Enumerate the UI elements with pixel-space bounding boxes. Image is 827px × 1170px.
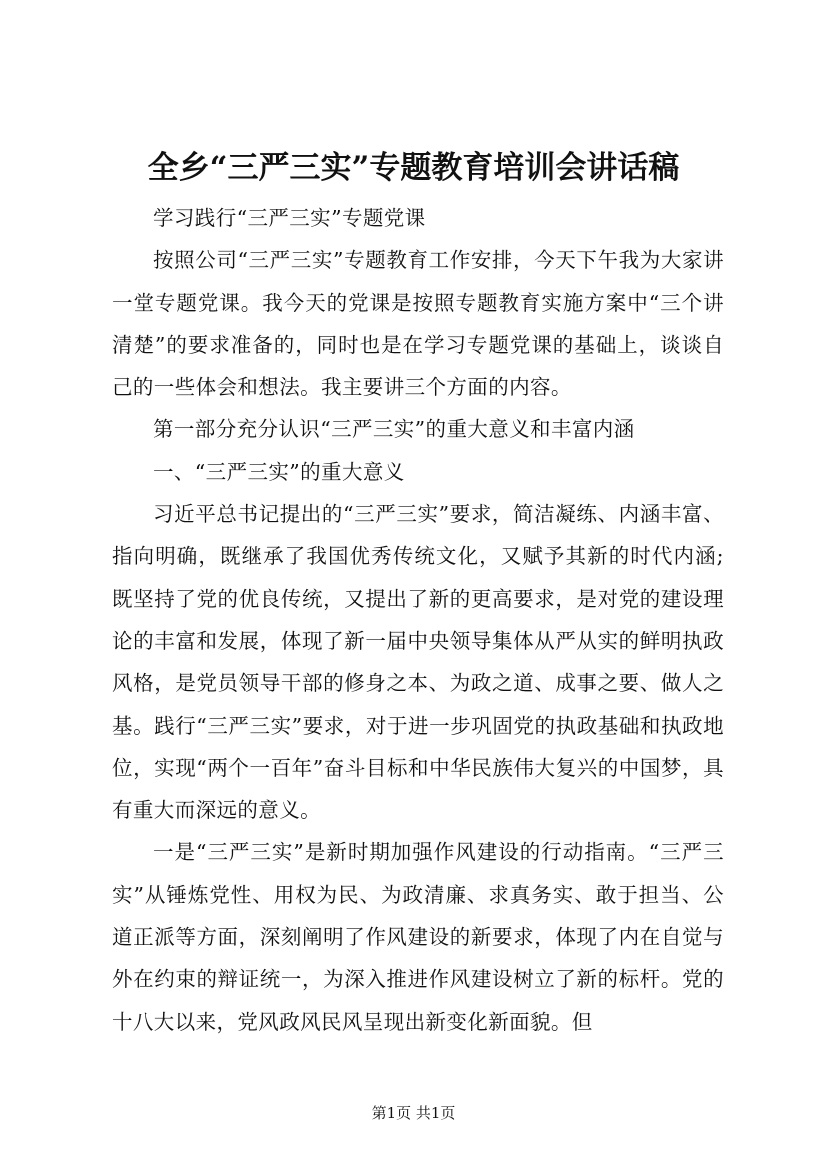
paragraph-part-one-heading: 第一部分充分认识“三严三实”的重大意义和丰富内涵 [153,417,635,442]
page-footer: 第1页 共1页 [371,1104,456,1122]
paragraph-intro: 按照公司“三严三实”专题教育工作安排，今天下午我为大家讲一堂专题党课。我今天的党课是按照专题教育实施方案中“三个讲清楚”的要求准备的，同时也是在学习专题党课的基础上，谈谈自己的一些体会和想法。我主要讲三个方面的内容。 [112,248,724,400]
document-body [112,197,724,1043]
paragraph-point-one: 一是“三严三实”是新时期加强作风建设的行动指南。“三严三实”从锤炼党性、用权为民、为政清廉、求真务实、敢于担当、公道正派等方面，深刻阐明了作风建设的新要求，体现了内在自觉与外在约束的辩证统一，为深入推进作风建设树立了新的标杆。党的十八大以来，党风政风民风呈现出新变化新面貌。但 [112,840,724,1034]
paragraph-significance: 习近平总书记提出的“三严三实”要求，简洁凝练、内涵丰富、指向明确，既继承了我国优秀传统文化，又赋予其新的时代内涵;既坚持了党的优良传统，又提出了新的更高要求，是对党的建设理论的丰富和发展，体现了新一届中央领导集体从严从实的鲜明执政风格，是党员领导干部的修身之本、为政之道、成事之要、做人之基。践行“三严三实”要求，对于进一步巩固党的执政基础和执政地位，实现“两个一百年”奋斗目标和中华民族伟大复兴的中国梦，具有重大而深远的意义。 [112,502,724,823]
document-title: 全乡“三严三实”专题教育培训会讲话稿 [147,150,680,186]
paragraph-subtitle: 学习践行“三严三实”专题党课 [153,206,426,230]
paragraph-section-one-heading: 一、“三严三实”的重大意义 [153,459,405,484]
